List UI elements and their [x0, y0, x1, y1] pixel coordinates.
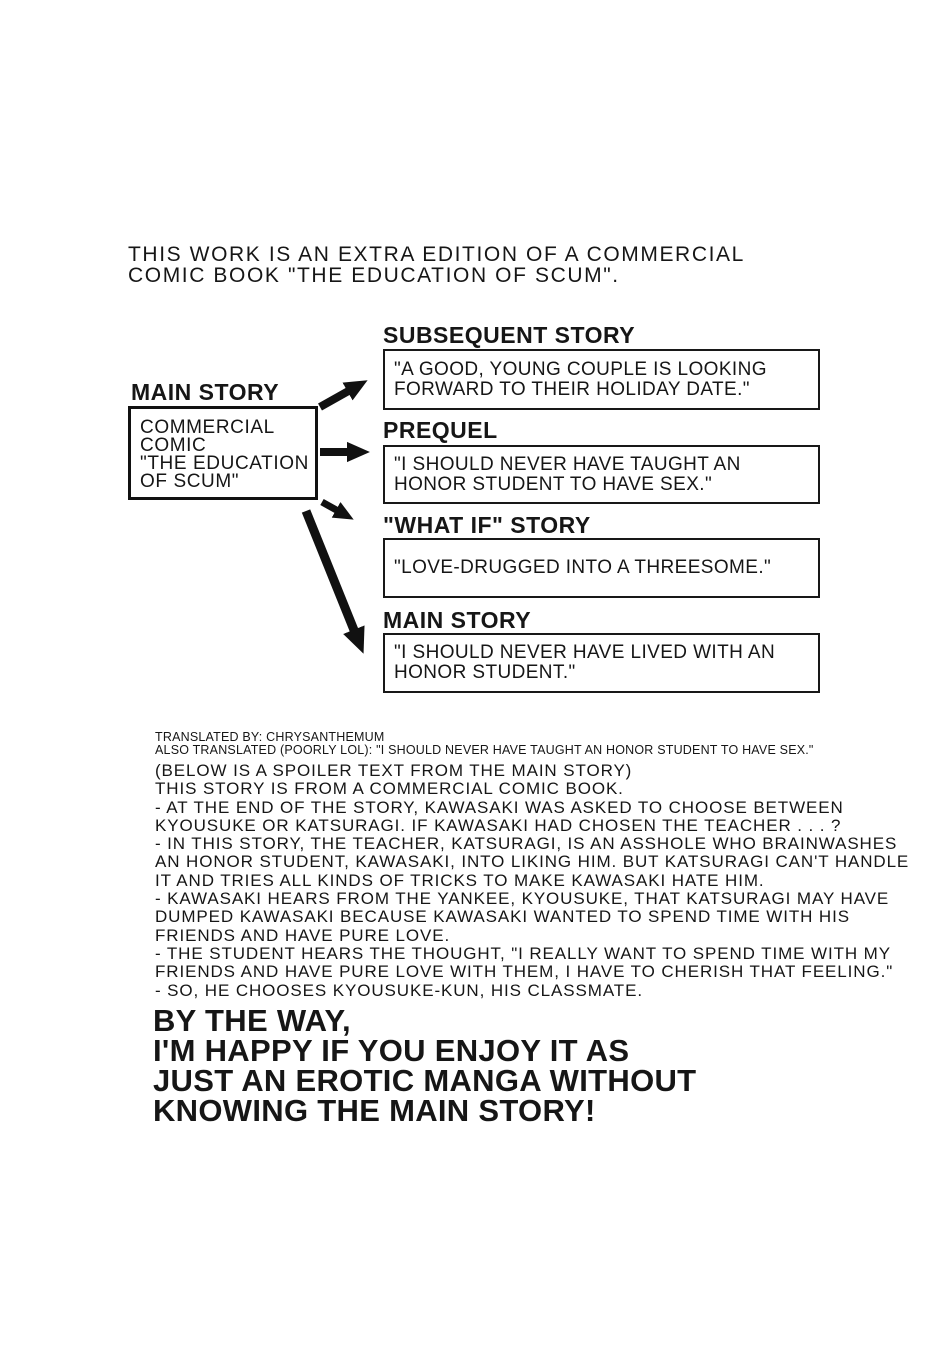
intro-text: THIS WORK IS AN EXTRA EDITION OF A COMMERCIAL COMIC BOOK "THE EDUCATION OF SCUM". — [128, 243, 745, 287]
source-node-box: COMMERCIAL COMIC "THE EDUCATION OF SCUM" — [128, 406, 318, 500]
spoiler-text: (BELOW IS A SPOILER TEXT FROM THE MAIN STORY) THIS STORY IS FROM A COMMERCIAL COMIC BOOK. - AT THE END OF THE STORY, KAWASAKI WAS ASKED TO CHOOSE BETWEEN KYOUSUKE OR KATSURAGI. IF KAWASAKI HAD CHOSEN THE TEACHER . . . ? - IN THIS STORY, THE TEACHER, KATSURAGI, IS AN ASSHOLE WHO BRAINWASHES AN HONOR STUDENT, KAWASAKI, INTO LIKING HIM. BUT KATSURAGI CAN'T HANDLE IT AND TRIES ALL KINDS OF TRICKS TO MAKE KAWASAKI HATE HIM. - KAWASAKI HEARS FROM THE YANKEE, KYOUSUKE, THAT KATSURAGI MAY HAVE DUMPED KAWASAKI BECAUSE KAWASAKI WANTED TO SPEND TIME WITH HIS FRIENDS AND HAVE PURE LOVE. - THE STUDENT HEARS THE THOUGHT, "I REALLY WANT TO SPEND TIME WITH MY FRIENDS AND HAVE PURE LOVE WITH THEM, I HAVE TO CHERISH THAT FEELING." - SO, HE CHOOSES KYOUSUKE-KUN, HIS CLASSMATE. — [155, 761, 910, 1000]
branch-quote: "A GOOD, YOUNG COUPLE IS LOOKING FORWARD TO THEIR HOLIDAY DATE." — [394, 358, 767, 400]
arrow-to-subsequent-story — [320, 389, 352, 407]
branch-quote: "I SHOULD NEVER HAVE LIVED WITH AN HONOR STUDENT." — [394, 642, 776, 683]
branch-box-subsequent-story — [383, 349, 820, 410]
branch-box-what-if-story — [383, 538, 820, 598]
arrow-to-what-if-story — [322, 502, 340, 512]
branch-label-subsequent-story: SUBSEQUENT STORY — [383, 322, 636, 348]
closing-note: BY THE WAY, I'M HAPPY IF YOU ENJOY IT AS JUST AN EROTIC MANGA WITHOUT KNOWING THE MAIN STORY! — [153, 1003, 697, 1128]
branch-quote: "I SHOULD NEVER HAVE TAUGHT AN HONOR STUDENT TO HAVE SEX." — [394, 453, 741, 495]
source-node-label: MAIN STORY — [131, 379, 280, 405]
branch-label-main-story: MAIN STORY — [383, 607, 532, 633]
arrow-to-main-story — [306, 511, 356, 635]
translator-credits: TRANSLATED BY: CHRYSANTHEMUM ALSO TRANSLATED (POORLY LOL): "I SHOULD NEVER HAVE TAUGHT AN HONOR STUDENT TO HAVE SEX." — [155, 730, 814, 757]
branch-box-prequel — [383, 445, 820, 504]
branch-box-main-story — [383, 633, 820, 693]
branch-label-prequel: PREQUEL — [383, 417, 498, 443]
branch-label-what-if-story: "WHAT IF" STORY — [383, 512, 591, 538]
branch-quote: "LOVE-DRUGGED INTO A THREESOME." — [394, 557, 772, 578]
